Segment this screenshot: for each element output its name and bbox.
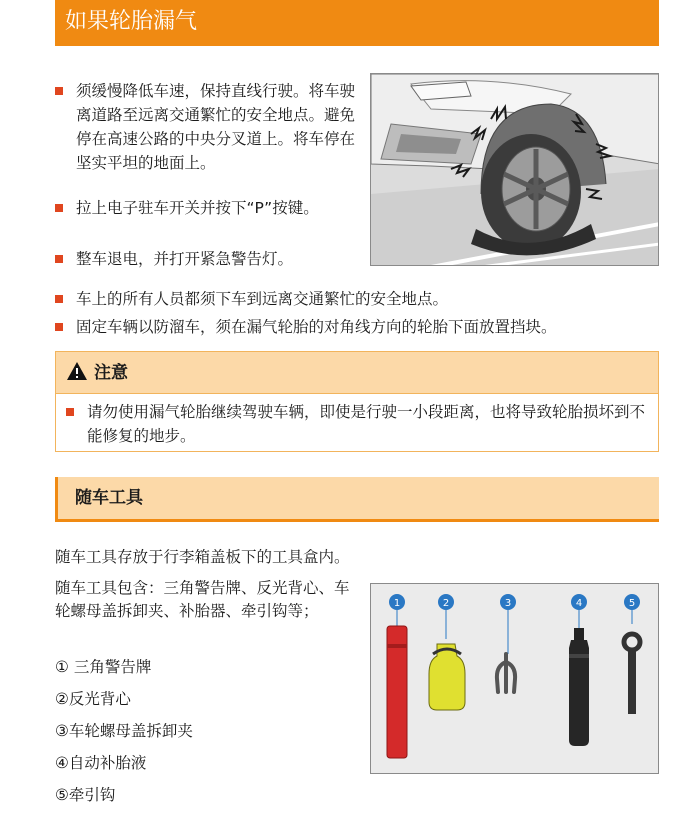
section-header-tools [55, 477, 659, 522]
bullet-marker [55, 255, 63, 263]
nut-cap-remover [497, 654, 515, 692]
bullet-marker [55, 323, 63, 331]
caution-bullet: 请勿使用漏气轮胎继续驾驶车辆，即使是行驶一小段距离，也将导致轮胎损坏到不能修复的地步。 [66, 400, 646, 448]
flat-tire-drawing [371, 74, 659, 266]
tools-illustration [370, 583, 659, 774]
tool-item: ②反光背心 [55, 690, 131, 708]
tool-item: ⑤牵引钩 [55, 786, 116, 804]
tools-intro: 随车工具存放于行李箱盖板下的工具盒内。 [55, 548, 350, 566]
tools-contains: 随车工具包含：三角警告牌、反光背心、车轮螺母盖拆卸夹、补胎器、牵引钩等； [55, 579, 350, 620]
caution-title: 注意 [94, 363, 128, 383]
bullet-item: 整车退电，并打开紧急警告灯。 [55, 247, 355, 271]
bullet-item: 须缓慢降低车速，保持直线行驶。将车驶离道路至远离交通繁忙的安全地点。避免停在高速公路的中央分叉道上。将车停在坚实平坦的地面上。 [55, 79, 355, 175]
tow-hook [624, 634, 640, 650]
tool-item: ① 三角警告牌 [55, 658, 152, 676]
bullet-item: 车上的所有人员都须下车到远离交通繁忙的安全地点。 [55, 287, 659, 311]
caution-box [55, 351, 659, 452]
page-title-banner [55, 0, 659, 46]
bullet-marker [66, 408, 74, 416]
callout-number: 4 [575, 598, 583, 609]
caution-header [56, 352, 658, 394]
bullet-item: 固定车辆以防溜车，须在漏气轮胎的对角线方向的轮胎下面放置挡块。 [55, 315, 665, 339]
bullet-marker [55, 204, 63, 212]
callout-number: 2 [442, 598, 450, 609]
callout-number: 5 [628, 598, 636, 609]
bullet-marker [55, 87, 63, 95]
bullet-marker [55, 295, 63, 303]
warning-triangle-icon [66, 361, 88, 381]
section-title: 随车工具 [75, 488, 143, 508]
flat-tire-illustration [370, 73, 659, 266]
tool-item: ④自动补胎液 [55, 754, 147, 772]
bullet-item: 拉上电子驻车开关并按下“P”按键。 [55, 196, 345, 220]
tool-item: ③车轮螺母盖拆卸夹 [55, 722, 193, 740]
page-title: 如果轮胎漏气 [65, 9, 198, 34]
callout-number: 1 [393, 598, 401, 609]
tools-drawing [371, 584, 659, 774]
callout-number: 3 [504, 598, 512, 609]
